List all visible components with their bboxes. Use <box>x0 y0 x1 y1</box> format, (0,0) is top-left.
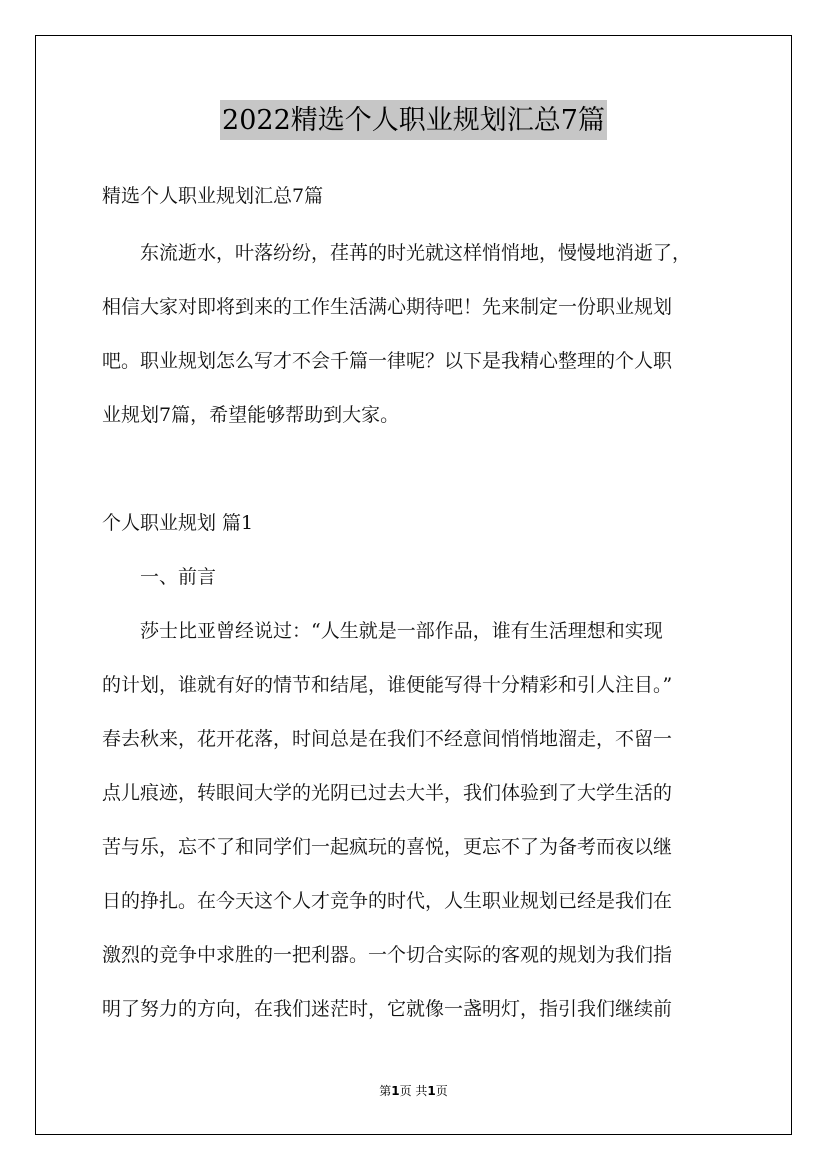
body-line-3: 春去秋来，花开花落，时间总是在我们不经意间悄悄地溜走，不留一 <box>102 728 673 750</box>
body-line-2: 的计划，谁就有好的情节和结尾，谁便能写得十分精彩和引人注目。” <box>102 674 673 696</box>
intro-line-1: 东流逝水，叶落纷纷，荏苒的时光就这样悄悄地，慢慢地消逝了， <box>102 242 692 264</box>
body-line-6: 日的挣扎。在今天这个人才竞争的时代，人生职业规划已经是我们在 <box>102 890 673 912</box>
body-line-1: 莎士比亚曾经说过：“人生就是一部作品，谁有生活理想和实现 <box>102 620 663 642</box>
section-heading: 个人职业规划 篇1 <box>102 512 254 534</box>
section-subheading: 一、前言 <box>102 566 217 588</box>
footer-total-pages: 1 <box>427 1084 436 1098</box>
intro-line-2: 相信大家对即将到来的工作生活满心期待吧！先来制定一份职业规划 <box>102 296 673 318</box>
document-subtitle: 精选个人职业规划汇总7篇 <box>102 185 324 207</box>
body-line-7: 激烈的竞争中求胜的一把利器。一个切合实际的客观的规划为我们指 <box>102 944 673 966</box>
footer-mid: 页 共 <box>399 1084 428 1098</box>
document-title: 2022精选个人职业规划汇总7篇 <box>220 100 607 140</box>
intro-line-3: 吧。职业规划怎么写才不会千篇一律呢？以下是我精心整理的个人职 <box>102 350 673 372</box>
intro-line-4: 业规划7篇，希望能够帮助到大家。 <box>102 404 400 426</box>
title-container <box>0 100 827 140</box>
footer-suffix: 页 <box>435 1084 448 1098</box>
footer-prefix: 第 <box>379 1084 392 1098</box>
page-footer <box>0 1082 827 1099</box>
body-line-4: 点儿痕迹，转眼间大学的光阴已过去大半，我们体验到了大学生活的 <box>102 782 673 804</box>
body-line-5: 苦与乐，忘不了和同学们一起疯玩的喜悦，更忘不了为备考而夜以继 <box>102 836 673 858</box>
body-line-8: 明了努力的方向，在我们迷茫时，它就像一盏明灯，指引我们继续前 <box>102 998 673 1020</box>
footer-page-number: 1 <box>391 1084 400 1098</box>
